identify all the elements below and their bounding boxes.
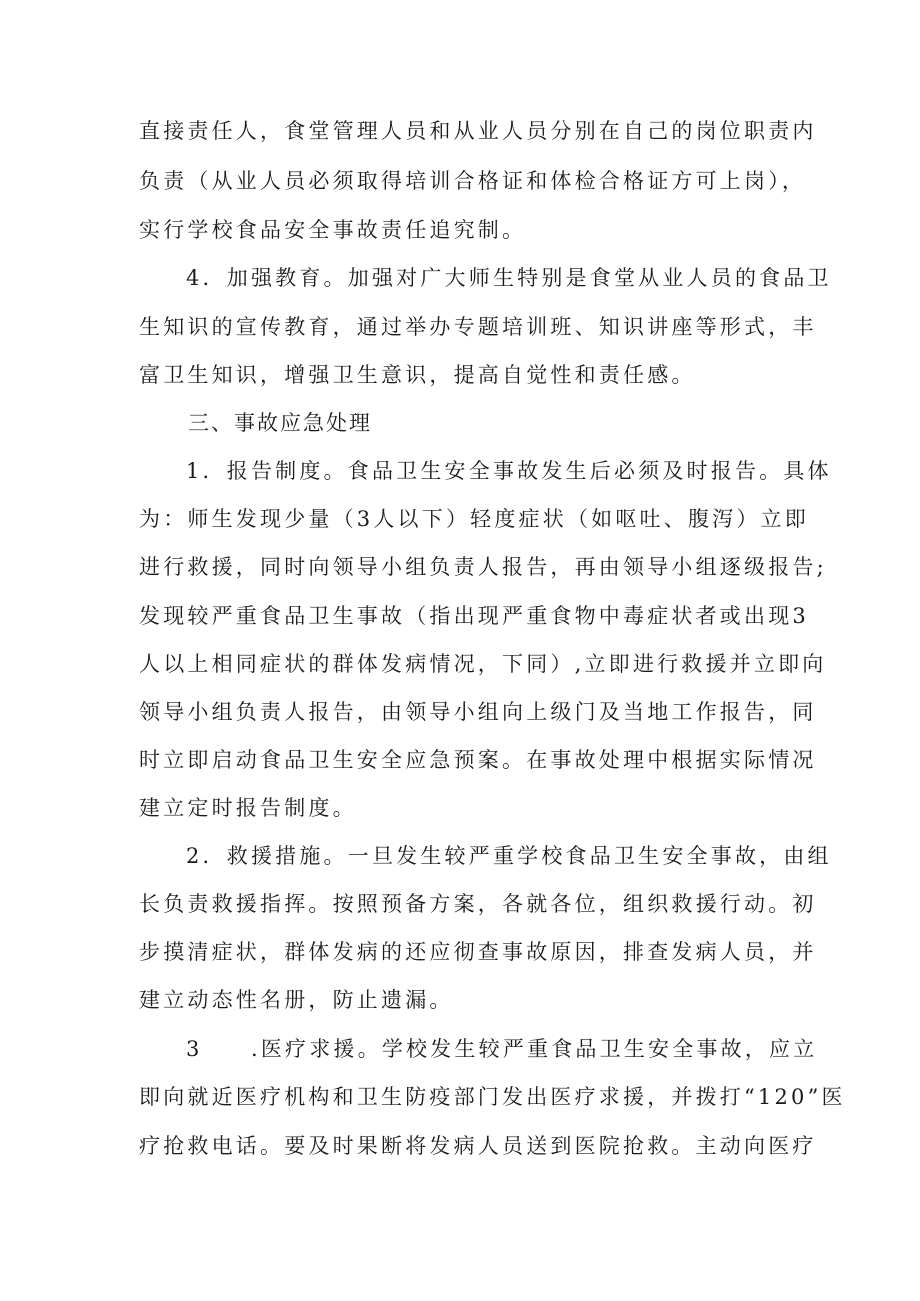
text-line: 直接责任人，食堂管理人员和从业人员分别在自己的岗位职责内 [139, 119, 817, 143]
text-line: 2．救援措施。一旦发生较严重学校食品卫生安全事故，由组 [186, 844, 832, 868]
text-line: 领导小组负责人报告，由领导小组向上级门及当地工作报告，同 [139, 700, 817, 724]
text-line: 实行学校食品安全事故责任追究制。 [139, 218, 527, 242]
text-line: 步摸清症状，群体发病的还应彻查事故原因，排查发病人员，并 [139, 940, 817, 964]
text-line: 进行救援，同时向领导小组负责人报告，再由领导小组逐级报告; [139, 555, 827, 579]
text-line: 建立动态性名册，防止遗漏。 [139, 988, 454, 1012]
text-line: 发现较严重食品卫生事故（指出现严重食物中毒症状者或出现3 [139, 604, 809, 628]
text-line: 1．报告制度。食品卫生安全事故发生后必须及时报告。具体 [186, 459, 832, 483]
text-line: 即向就近医疗机构和卫生防疫部门发出医疗求援，并拨打“120”医 [139, 1085, 846, 1109]
text-line: 富卫生知识，增强卫生意识，提高自觉性和责任感。 [139, 363, 696, 387]
text-line: 时立即启动食品卫生安全应急预案。在事故处理中根据实际情况 [139, 748, 817, 772]
text-line: 疗抢救电话。要及时果断将发病人员送到医院抢救。主动向医疗 [139, 1134, 817, 1158]
section-heading: 三、事故应急处理 [188, 411, 372, 435]
text-line: 负责（从业人员必须取得培训合格证和体检合格证方可上岗）， [139, 169, 807, 193]
text-line: 生知识的宣传教育，通过举办专题培训班、知识讲座等形式，丰 [139, 315, 817, 339]
text-line: 人以上相同症状的群体发病情况，下同）,立即进行救援并立即向 [139, 652, 827, 676]
text-line: 4．加强教育。加强对广大师生特别是食堂从业人员的食品卫 [186, 266, 832, 290]
text-line: 长负责救援指挥。按照预备方案，各就各位，组织救援行动。初 [139, 892, 817, 916]
text-line: 为：师生发现少量（3人以下）轻度症状（如呕吐、腹泻）立即 [139, 507, 809, 531]
text-line: 3 .医疗求援。学校发生较严重食品卫生安全事故，应立 [186, 1037, 818, 1061]
text-line: 建立定时报告制度。 [139, 796, 357, 820]
